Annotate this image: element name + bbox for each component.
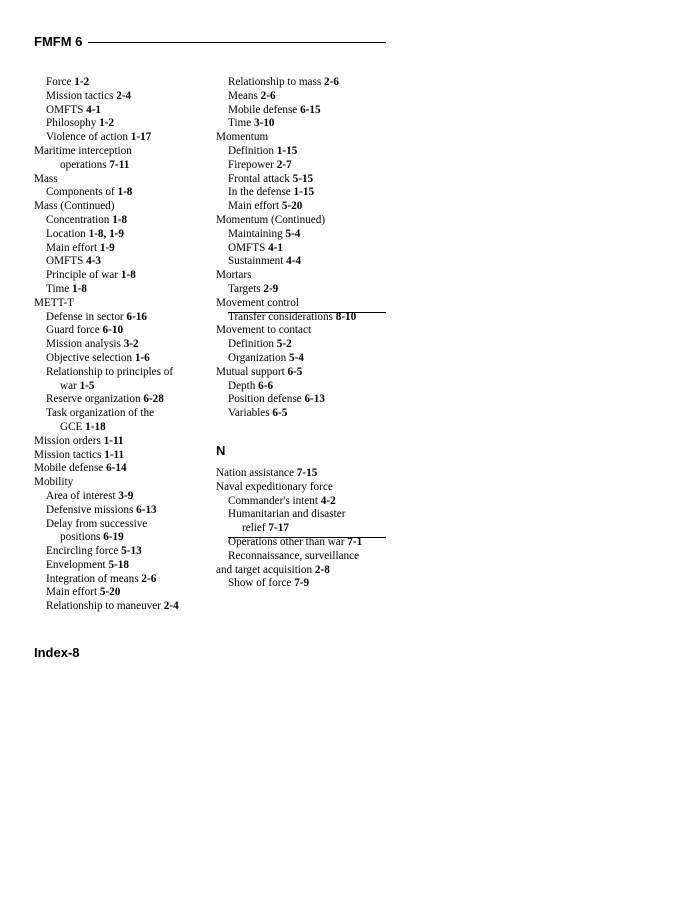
index-term: Definition bbox=[228, 338, 274, 351]
page-reference: 2-6 bbox=[141, 572, 157, 585]
index-entry bbox=[216, 366, 406, 380]
index-entry bbox=[34, 393, 204, 407]
page-reference: 6-14 bbox=[106, 462, 127, 475]
index-term: Maritime interception bbox=[34, 144, 132, 157]
page-reference: 2-7 bbox=[276, 158, 292, 171]
index-term: Transfer considerations bbox=[228, 310, 333, 323]
index-term: Delay from successive bbox=[46, 517, 148, 530]
index-term: Encircling force bbox=[46, 545, 119, 558]
index-entry bbox=[216, 536, 406, 550]
index-term: Depth bbox=[228, 379, 256, 392]
page-reference: 5-4 bbox=[285, 227, 301, 240]
page-reference: 6-19 bbox=[103, 531, 124, 544]
index-column-right-m-entries bbox=[216, 76, 406, 421]
index-term: Mobile defense bbox=[34, 462, 104, 475]
index-term: Mobile defense bbox=[228, 103, 298, 116]
index-term: Main effort bbox=[46, 586, 98, 599]
index-entry bbox=[216, 283, 406, 297]
index-entry bbox=[216, 564, 406, 578]
index-term: Sustainment bbox=[228, 255, 284, 268]
index-entry bbox=[216, 90, 406, 104]
index-term: Commander's intent bbox=[228, 494, 318, 507]
page-reference: 5-2 bbox=[276, 338, 292, 351]
index-entry bbox=[34, 545, 204, 559]
page-reference: 2-6 bbox=[324, 76, 339, 88]
page-reference: 2-9 bbox=[263, 282, 279, 295]
page-reference: 5-20 bbox=[99, 586, 121, 599]
index-entry bbox=[34, 531, 204, 545]
section-letter-heading: N bbox=[216, 442, 226, 458]
index-entry bbox=[34, 600, 204, 614]
page-reference: 6-6 bbox=[258, 379, 274, 392]
index-entry bbox=[216, 311, 406, 325]
index-entry bbox=[34, 173, 204, 187]
index-entry bbox=[216, 269, 406, 283]
index-term: Defense in sector bbox=[46, 310, 124, 323]
index-entry bbox=[34, 297, 204, 311]
index-entry bbox=[34, 104, 204, 118]
page-reference: 7-1 bbox=[347, 535, 363, 548]
page-reference: 1-8 bbox=[120, 269, 136, 282]
index-term: Time bbox=[228, 117, 252, 130]
index-term: Components of bbox=[46, 186, 115, 199]
page-reference: 1-2 bbox=[74, 76, 90, 88]
index-entry bbox=[34, 449, 204, 463]
page-reference: 1-8, 1-9 bbox=[88, 227, 124, 240]
page-reference: 1-11 bbox=[103, 434, 124, 447]
index-entry bbox=[34, 228, 204, 242]
index-entry bbox=[216, 508, 406, 522]
index-term: Mission tactics bbox=[34, 448, 102, 461]
index-entry bbox=[34, 283, 204, 297]
index-term: Relationship to maneuver bbox=[46, 600, 161, 613]
index-term: Philosophy bbox=[46, 117, 97, 130]
index-entry bbox=[216, 214, 406, 228]
page-reference: 6-13 bbox=[136, 503, 157, 516]
page-reference: 5-15 bbox=[292, 172, 314, 185]
index-entry bbox=[34, 131, 204, 145]
index-entry bbox=[216, 467, 406, 481]
index-entry bbox=[216, 242, 406, 256]
strikethrough-line bbox=[228, 312, 386, 313]
page-footer: Index-8 bbox=[34, 645, 80, 660]
index-term: Frontal attack bbox=[228, 172, 290, 185]
index-term: Movement to contact bbox=[216, 324, 312, 337]
index-term: Guard force bbox=[46, 324, 100, 337]
index-entry bbox=[216, 173, 406, 187]
index-entry bbox=[34, 90, 204, 104]
page-reference: 4-3 bbox=[86, 255, 102, 268]
index-entry bbox=[216, 117, 406, 131]
index-term: Movement control bbox=[216, 296, 299, 309]
index-term: Location bbox=[46, 227, 86, 240]
index-entry bbox=[34, 214, 204, 228]
index-entry bbox=[34, 269, 204, 283]
page-reference: 5-13 bbox=[121, 545, 142, 558]
index-term: Naval expeditionary force bbox=[216, 480, 333, 493]
index-entry bbox=[216, 104, 406, 118]
index-term: Means bbox=[228, 89, 258, 102]
page-reference: 8-10 bbox=[335, 310, 357, 323]
page-reference: 5-20 bbox=[281, 200, 303, 213]
index-entry bbox=[34, 117, 204, 131]
page-reference: 6-5 bbox=[287, 365, 303, 378]
index-entry bbox=[34, 186, 204, 200]
index-term: Nation assistance bbox=[216, 466, 294, 479]
index-entry bbox=[216, 131, 406, 145]
page-reference: 1-8 bbox=[117, 186, 133, 199]
page-reference: 1-18 bbox=[85, 420, 106, 433]
index-term: Defensive missions bbox=[46, 503, 134, 516]
page-reference: 1-8 bbox=[72, 282, 87, 295]
index-entry bbox=[34, 573, 204, 587]
index-term: war bbox=[60, 379, 77, 392]
index-term: Mass (Continued) bbox=[34, 200, 115, 213]
index-term: OMFTS bbox=[46, 103, 84, 116]
index-entry bbox=[34, 145, 204, 159]
index-entry bbox=[34, 504, 204, 518]
index-term: Concentration bbox=[46, 213, 110, 226]
index-entry bbox=[216, 297, 406, 311]
index-term: Mutual support bbox=[216, 365, 285, 378]
index-entry bbox=[216, 522, 406, 536]
page-reference: 6-16 bbox=[126, 310, 147, 323]
page-reference: 6-5 bbox=[272, 407, 288, 420]
index-term: operations bbox=[60, 158, 107, 171]
page-reference: 4-1 bbox=[86, 103, 102, 116]
index-term: Reconnaissance, surveillance bbox=[228, 549, 360, 562]
index-term: Humanitarian and disaster bbox=[228, 508, 346, 521]
strikethrough-line bbox=[228, 537, 386, 538]
index-entry bbox=[34, 366, 204, 380]
index-term: Main effort bbox=[228, 200, 280, 213]
page-reference: 4-2 bbox=[320, 494, 336, 507]
index-term: Definition bbox=[228, 144, 274, 157]
index-term: Mission orders bbox=[34, 434, 101, 447]
index-entry bbox=[34, 490, 204, 504]
index-term: In the defense bbox=[228, 186, 291, 199]
page-reference: 4-4 bbox=[286, 255, 302, 268]
index-entry bbox=[216, 200, 406, 214]
page-reference: 7-17 bbox=[268, 522, 289, 535]
index-entry bbox=[34, 559, 204, 573]
index-term: Force bbox=[46, 76, 72, 88]
index-term: Momentum (Continued) bbox=[216, 213, 326, 226]
index-term: Momentum bbox=[216, 131, 269, 144]
page-reference: 3-2 bbox=[123, 338, 139, 351]
page-reference: 7-15 bbox=[296, 466, 318, 479]
page-header bbox=[34, 34, 386, 50]
index-entry bbox=[216, 255, 406, 269]
index-term: Operations other than war bbox=[228, 535, 345, 548]
index-term: Firepower bbox=[228, 158, 274, 171]
index-entry bbox=[216, 159, 406, 173]
page-reference: 1-9 bbox=[99, 241, 115, 254]
index-entry bbox=[34, 407, 204, 421]
index-entry bbox=[34, 462, 204, 476]
index-entry bbox=[216, 577, 406, 591]
page-reference: 1-8 bbox=[112, 213, 128, 226]
page-reference: 3-10 bbox=[254, 117, 275, 130]
page-reference: 2-6 bbox=[260, 89, 276, 102]
index-term: and target acquisition bbox=[216, 563, 313, 576]
index-entry bbox=[34, 338, 204, 352]
page-reference: 6-28 bbox=[143, 393, 164, 406]
index-entry bbox=[216, 352, 406, 366]
page-reference: 1-17 bbox=[130, 131, 152, 144]
index-entry bbox=[34, 200, 204, 214]
index-term: Targets bbox=[228, 282, 261, 295]
page-reference: 7-11 bbox=[109, 158, 130, 171]
index-entry bbox=[34, 586, 204, 600]
index-term: Violence of action bbox=[46, 131, 128, 144]
index-entry bbox=[34, 255, 204, 269]
index-term: Mobility bbox=[34, 476, 74, 489]
index-column-right-n-entries bbox=[216, 467, 406, 591]
page-reference: 1-6 bbox=[134, 351, 150, 364]
index-term: METT-T bbox=[34, 296, 74, 309]
header-title: FMFM 6 bbox=[34, 34, 88, 50]
page-reference: 1-15 bbox=[276, 144, 298, 157]
index-entry bbox=[34, 435, 204, 449]
index-term: OMFTS bbox=[228, 241, 266, 254]
page-reference: 2-4 bbox=[163, 600, 179, 613]
index-term: Mass bbox=[34, 172, 58, 185]
index-entry bbox=[216, 145, 406, 159]
index-entry bbox=[34, 159, 204, 173]
index-term: Area of interest bbox=[46, 489, 116, 502]
index-entry bbox=[34, 352, 204, 366]
index-term: Task organization of the bbox=[46, 407, 155, 420]
page-reference: 2-4 bbox=[116, 89, 132, 102]
index-term: Envelopment bbox=[46, 558, 106, 571]
index-column-left bbox=[34, 76, 204, 614]
index-entry bbox=[34, 518, 204, 532]
index-term: Mission tactics bbox=[46, 89, 114, 102]
index-term: Relationship to mass bbox=[228, 76, 322, 88]
index-term: OMFTS bbox=[46, 255, 84, 268]
page-reference: 4-1 bbox=[268, 241, 284, 254]
index-term: Time bbox=[46, 282, 70, 295]
page-reference: 5-18 bbox=[108, 558, 129, 571]
index-term: positions bbox=[60, 531, 101, 544]
index-entry bbox=[34, 242, 204, 256]
index-term: relief bbox=[242, 522, 266, 535]
index-term: Reserve organization bbox=[46, 393, 141, 406]
index-term: GCE bbox=[60, 420, 83, 433]
index-entry bbox=[34, 380, 204, 394]
index-entry bbox=[216, 338, 406, 352]
page-reference: 5-4 bbox=[289, 351, 304, 364]
index-term: Main effort bbox=[46, 241, 98, 254]
index-term: Position defense bbox=[228, 393, 302, 406]
index-entry bbox=[34, 324, 204, 338]
index-column-right bbox=[216, 76, 406, 591]
page-reference: 1-2 bbox=[99, 117, 115, 130]
index-entry bbox=[216, 186, 406, 200]
index-entry bbox=[34, 311, 204, 325]
index-entry bbox=[34, 421, 204, 435]
page-reference: 6-15 bbox=[300, 103, 321, 116]
page-reference: 2-8 bbox=[314, 563, 330, 576]
index-term: Relationship to principles of bbox=[46, 365, 174, 378]
index-term: Maintaining bbox=[228, 227, 283, 240]
index-entry bbox=[216, 324, 406, 338]
index-term: Show of force bbox=[228, 577, 292, 590]
index-entry bbox=[216, 380, 406, 394]
page-reference: 3-9 bbox=[118, 489, 134, 502]
index-term: Integration of means bbox=[46, 572, 139, 585]
index-term: Mortars bbox=[216, 269, 252, 282]
page-reference: 1-11 bbox=[104, 448, 125, 461]
index-entry bbox=[216, 76, 406, 90]
index-entry bbox=[216, 228, 406, 242]
index-entry bbox=[216, 393, 406, 407]
index-term: Variables bbox=[228, 407, 270, 420]
page-reference: 1-15 bbox=[293, 186, 315, 199]
index-entry bbox=[34, 476, 204, 490]
index-entry bbox=[34, 76, 204, 90]
page-reference: 6-13 bbox=[304, 393, 325, 406]
index-term: Objective selection bbox=[46, 351, 133, 364]
index-term: Organization bbox=[228, 351, 287, 364]
index-term: Principle of war bbox=[46, 269, 119, 282]
page-reference: 6-10 bbox=[102, 324, 124, 337]
page-reference: 7-9 bbox=[294, 577, 310, 590]
page-reference: 1-5 bbox=[79, 379, 95, 392]
index-entry bbox=[216, 407, 406, 421]
index-entry bbox=[216, 550, 406, 564]
index-entry bbox=[216, 495, 406, 509]
index-term: Mission analysis bbox=[46, 338, 121, 351]
index-entry bbox=[216, 481, 406, 495]
